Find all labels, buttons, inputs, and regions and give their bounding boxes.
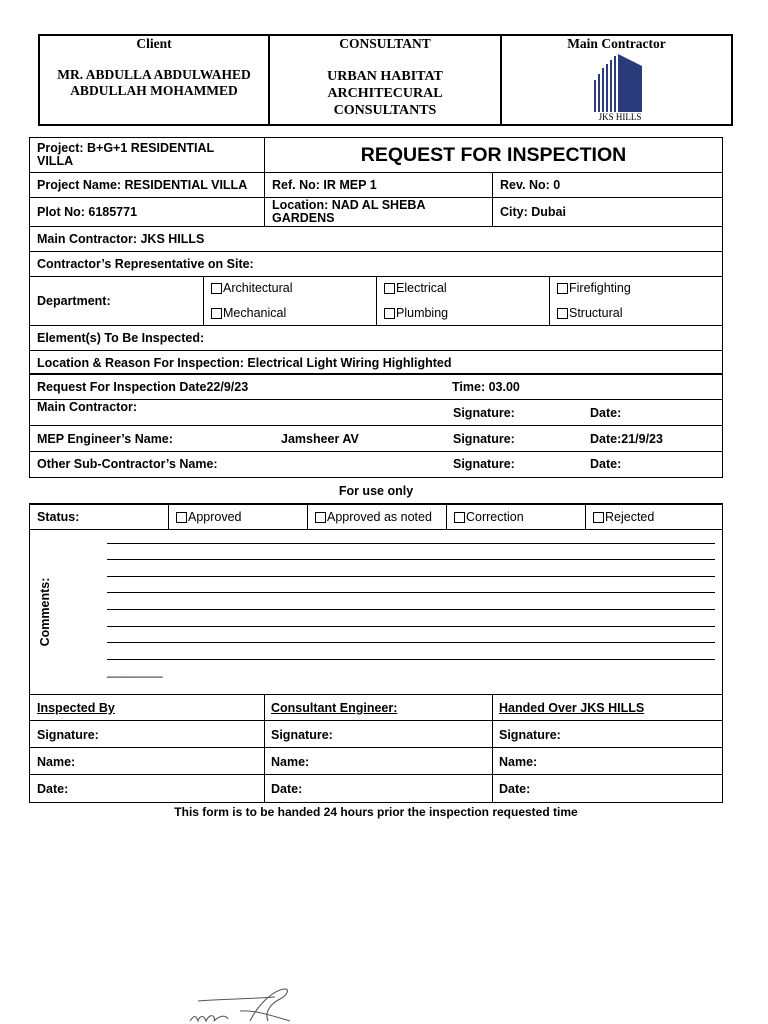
handed-over-date: Date:: [499, 782, 531, 796]
mechanical-checkbox[interactable]: [211, 308, 222, 319]
contractor-logo-text: JKS HILLS: [598, 112, 642, 122]
consultant-name-line2: ARCHITECURAL: [327, 86, 443, 101]
inspected-by-date: Date:: [37, 782, 69, 796]
department-label: Department:: [29, 276, 204, 326]
electrical-checkbox[interactable]: [384, 283, 395, 294]
dept-firefighting-option[interactable]: [557, 281, 631, 295]
other-date-label: Date:: [590, 457, 622, 471]
status-col-divider: [585, 504, 586, 529]
signoff-col-divider: [264, 694, 265, 802]
consultant-name-line1: URBAN HABITAT: [327, 69, 443, 84]
consultant-name: Name:: [271, 755, 310, 769]
mep-engineer-label: MEP Engineer’s Name:: [37, 432, 173, 446]
footer-note: This form is to be handed 24 hours prior the inspection requested time: [174, 805, 578, 819]
dept-plumbing-option[interactable]: [384, 306, 448, 320]
mep-engineer-name: Jamsheer AV: [281, 432, 359, 446]
comment-line[interactable]: [107, 576, 715, 577]
consultant-name: [270, 68, 500, 119]
request-date: Request For Inspection Date22/9/23: [37, 380, 249, 394]
main-contractor-row: Main Contractor: JKS HILLS: [29, 226, 723, 252]
contractor-rep-row: Contractor’s Representative on Site:: [29, 251, 723, 277]
project-label-line2: VILLA: [37, 154, 74, 168]
client-name-line1: MR. ABDULLA ABDULWAHED: [57, 67, 251, 82]
comment-line[interactable]: [107, 609, 715, 610]
inspected-by-heading: Inspected By: [37, 701, 115, 715]
location-cell: [264, 197, 493, 227]
project-cell: [29, 137, 265, 173]
client-name-line2: ABDULLAH MOHAMMED: [70, 83, 238, 98]
dept-architectural-option[interactable]: [211, 281, 292, 295]
form-title: REQUEST FOR INSPECTION: [360, 143, 627, 166]
location-line2: GARDENS: [272, 211, 335, 225]
consultant-engineer-heading: Consultant Engineer:: [271, 701, 398, 715]
status-table: [29, 503, 723, 803]
location-reason-row: Location & Reason For Inspection: Electrical Light Wiring Highlighted: [29, 350, 723, 375]
firefighting-checkbox[interactable]: [557, 283, 568, 294]
inspected-by-signature: Signature:: [37, 728, 99, 742]
mep-signature-label: Signature:: [453, 432, 515, 446]
signoff-col-divider: [492, 694, 493, 802]
firefighting-label: Firefighting: [569, 281, 631, 295]
signoff-divider: [29, 747, 723, 748]
city: City: Dubai: [492, 197, 723, 227]
architectural-checkbox[interactable]: [211, 283, 222, 294]
inspected-by-name: Name:: [37, 755, 76, 769]
rejected-label: Rejected: [605, 510, 655, 524]
form-title-cell: [264, 137, 723, 173]
project-name: Project Name: RESIDENTIAL VILLA: [29, 172, 265, 198]
status-col-divider: [168, 504, 169, 529]
plumbing-label: Plumbing: [396, 306, 449, 320]
signoff-divider: [29, 720, 723, 721]
elements-row: Element(s) To Be Inspected:: [29, 325, 723, 351]
comments-label: Comments:: [38, 577, 52, 647]
structural-label: Structural: [569, 306, 623, 320]
other-signature-label: Signature:: [453, 457, 515, 471]
comment-line[interactable]: [107, 543, 715, 544]
comment-line[interactable]: [107, 592, 715, 593]
signoff-divider: [29, 694, 723, 695]
plumbing-checkbox[interactable]: [384, 308, 395, 319]
signoff-divider: [29, 774, 723, 775]
rejected-checkbox[interactable]: [593, 512, 604, 523]
handwritten-signature: [180, 985, 300, 1024]
consultant-date: Date:: [271, 782, 303, 796]
contractor-label: Main Contractor: [567, 36, 666, 51]
electrical-label: Electrical: [396, 281, 447, 295]
client-name: [40, 67, 268, 99]
signature-divider: [29, 425, 723, 426]
ref-no: Ref. No: IR MEP 1: [264, 172, 493, 198]
status-approved-as-noted-option[interactable]: [315, 510, 432, 524]
jks-hills-logo: [590, 52, 646, 114]
status-label: Status:: [37, 510, 80, 524]
for-use-only: For use only: [338, 484, 414, 498]
signature-divider: [29, 451, 723, 452]
architectural-label: Architectural: [223, 281, 293, 295]
comment-line[interactable]: [107, 626, 715, 627]
handed-over-signature: Signature:: [499, 728, 561, 742]
consultant-label: CONSULTANT: [339, 36, 431, 51]
mep-date: Date:21/9/23: [590, 432, 663, 446]
request-time: Time: 03.00: [452, 380, 520, 394]
status-approved-option[interactable]: [176, 510, 242, 524]
approved-checkbox[interactable]: [176, 512, 187, 523]
mechanical-label: Mechanical: [223, 306, 287, 320]
rev-no: Rev. No: 0: [492, 172, 723, 198]
comment-line[interactable]: [107, 642, 715, 643]
approved-label: Approved: [188, 510, 242, 524]
handed-over-name: Name:: [499, 755, 538, 769]
client-label: Client: [136, 36, 172, 51]
comment-line[interactable]: [107, 659, 715, 660]
plot-no: Plot No: 6185771: [29, 197, 265, 227]
status-row-divider: [29, 529, 723, 530]
project-label: Project: B+G+1 RESIDENTIAL: [37, 141, 215, 155]
handed-over-heading: Handed Over JKS HILLS: [499, 701, 645, 715]
comment-line[interactable]: [107, 559, 715, 560]
structural-checkbox[interactable]: [557, 308, 568, 319]
status-col-divider: [307, 504, 308, 529]
approved-as-noted-label: Approved as noted: [327, 510, 432, 524]
location-line1: Location: NAD AL SHEBA: [272, 198, 426, 212]
status-col-divider: [446, 504, 447, 529]
dept-structural-option[interactable]: [557, 306, 623, 320]
main-contractor-date-label: Date:: [590, 406, 622, 420]
status-correction-option[interactable]: [454, 510, 524, 524]
consultant-name-line3: CONSULTANTS: [333, 103, 437, 118]
main-contractor-signature-label: Signature:: [453, 406, 515, 420]
dept-mechanical-option[interactable]: [211, 306, 286, 320]
main-contractor-sig-label: Main Contractor:: [37, 400, 137, 414]
other-sub-contractor-label: Other Sub-Contractor’s Name:: [37, 457, 218, 471]
consultant-signature: Signature:: [271, 728, 333, 742]
correction-checkbox[interactable]: [454, 512, 465, 523]
correction-label: Correction: [466, 510, 524, 524]
status-rejected-option[interactable]: [593, 510, 654, 524]
approved-as-noted-checkbox[interactable]: [315, 512, 326, 523]
comment-line-end[interactable]: ________: [107, 664, 163, 678]
dept-electrical-option[interactable]: [384, 281, 447, 295]
